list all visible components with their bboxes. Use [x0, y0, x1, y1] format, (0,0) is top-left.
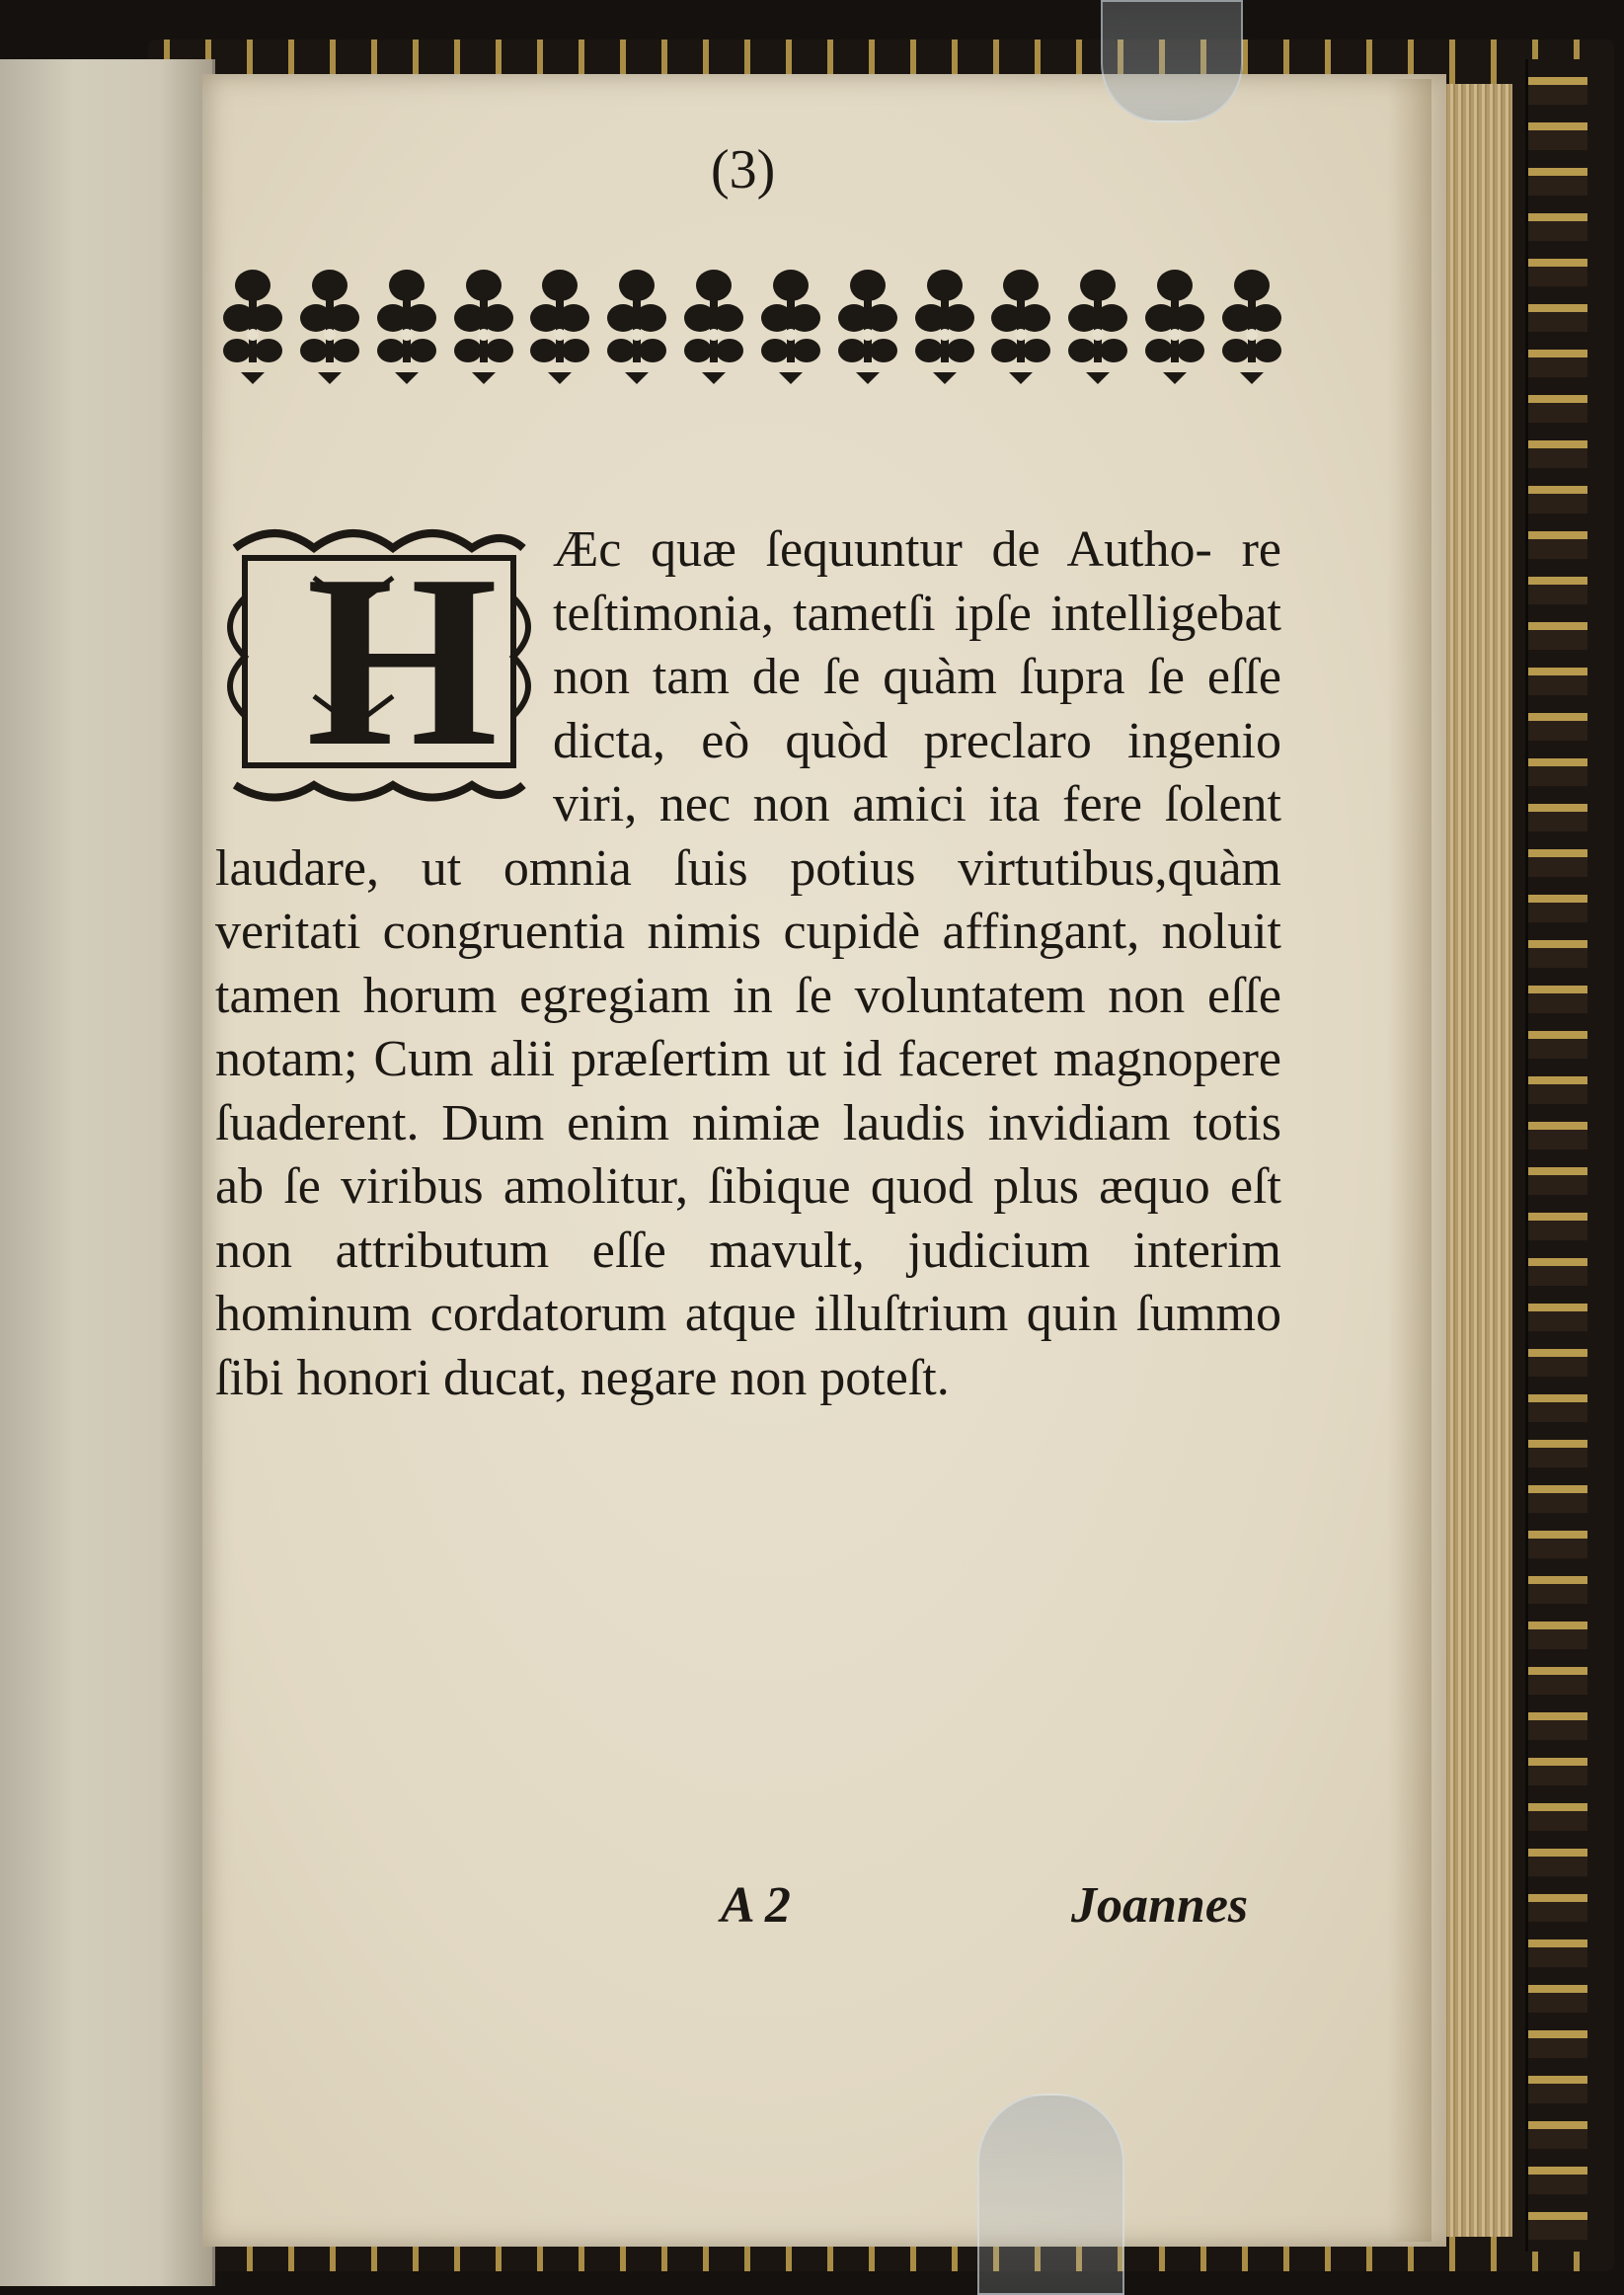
gilt-border — [1525, 59, 1587, 2252]
signature-mark: A 2 — [721, 1877, 791, 1934]
fleuron-icon — [1218, 264, 1285, 387]
fleuron-icon — [526, 264, 593, 387]
catchword: Joannes — [1071, 1877, 1249, 1934]
fleuron-icon — [1064, 264, 1131, 387]
page-number: (3) — [711, 139, 776, 200]
fleuron-icon — [834, 264, 901, 387]
body-text: Æc quæ ſequuntur de Autho- re teſtimonia, tametſi ipſe intelligebat non tam de ſe quàm ſupra ſe eſſe dicta, eò quòd preclaro ingenio viri, nec non amici ita fere ſolent laudare, ut omnia ſuis potius virtutibus,quàm veritati congruentia nimis cupidè affingant, noluit tamen horum egregiam in ſe voluntatem non eſſe notam; Cum alii præſertim ut id faceret magnopere ſuaderent. Dum enim nimiæ laudis invidiam totis ab ſe viribus amolitur, ſibique quod plus æquo eſt non attributum eſſe mavult, judicium interim hominum cordatorum atque illuſtrium quin ſummo ſibi honori ducat, negare non poteſt. — [215, 521, 1281, 1406]
fleuron-icon — [219, 264, 286, 387]
page-clip-bottom — [977, 2094, 1124, 2295]
fleuron-icon — [757, 264, 824, 387]
decorated-initial — [225, 518, 533, 805]
page-clip-top — [1101, 0, 1243, 122]
fleuron-icon — [911, 264, 978, 387]
body-text-block — [215, 518, 1281, 1410]
gutter-shadow — [1387, 79, 1431, 2242]
fleuron-icon — [680, 264, 747, 387]
fleuron-icon — [1141, 264, 1208, 387]
initial-letter: H — [306, 524, 499, 798]
fleuron-icon — [296, 264, 363, 387]
fleuron-icon — [603, 264, 670, 387]
facing-page-edge — [0, 59, 215, 2286]
headpiece-ornament — [219, 259, 1285, 392]
fleuron-icon — [373, 264, 440, 387]
fleuron-icon — [450, 264, 517, 387]
fleuron-icon — [987, 264, 1054, 387]
